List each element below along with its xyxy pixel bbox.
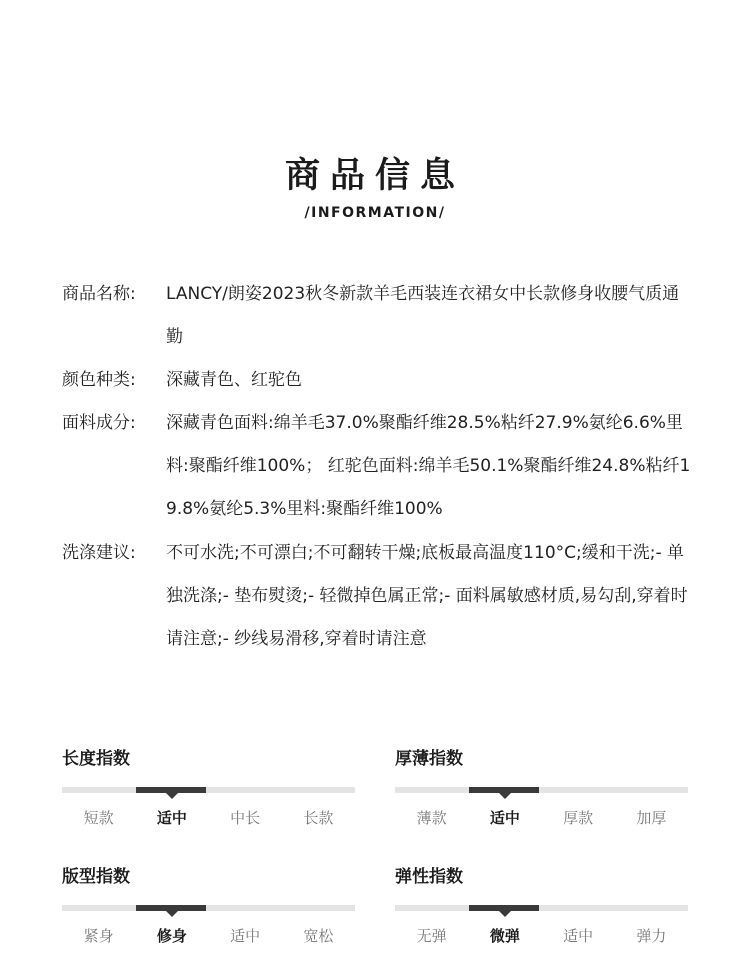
index-option: 无弹 — [416, 927, 447, 945]
index-title: 长度指数 — [62, 749, 130, 769]
index-track — [395, 905, 688, 911]
index-option: 微弹 — [489, 927, 520, 945]
index-option: 长款 — [303, 809, 334, 827]
index-option: 适中 — [563, 927, 594, 945]
index-title: 版型指数 — [62, 867, 130, 887]
info-value: LANCY/朗姿2023秋冬新款羊毛西装连衣裙女中长款修身收腰气质通勤 — [166, 284, 680, 347]
index-track — [62, 787, 355, 793]
index-option: 薄款 — [416, 809, 447, 827]
index-option: 弹力 — [636, 927, 667, 945]
index-title: 厚薄指数 — [395, 749, 463, 769]
index-track — [62, 905, 355, 911]
index-option: 适中 — [156, 809, 187, 827]
info-value: 深藏青色面料:绵羊毛37.0%聚酯纤维28.5%粘纤27.9%氨纶6.6%里料:聚酯纤维100%； 红驼色面料:绵羊毛50.1%聚酯纤维24.8%粘纤19.8%氨纶5.3%里料:聚酯纤维100% — [166, 413, 691, 519]
page-subtitle: /INFORMATION/ — [304, 205, 446, 221]
info-label: 商品名称: — [62, 284, 136, 304]
info-label: 洗涤建议: — [62, 543, 136, 563]
info-value: 深藏青色、红驼色 — [166, 370, 302, 390]
index-option: 宽松 — [303, 927, 334, 945]
index-option: 加厚 — [636, 809, 667, 827]
index-pointer-icon — [499, 793, 511, 799]
index-options — [62, 807, 355, 829]
index-options — [395, 925, 688, 947]
index-option: 适中 — [489, 809, 520, 827]
index-option: 适中 — [230, 927, 261, 945]
info-label: 面料成分: — [62, 413, 136, 433]
index-option: 紧身 — [83, 927, 114, 945]
index-pointer-icon — [166, 911, 178, 917]
index-options — [62, 925, 355, 947]
index-title: 弹性指数 — [395, 867, 463, 887]
index-option: 短款 — [83, 809, 114, 827]
info-value: 不可水洗;不可漂白;不可翻转干燥;底板最高温度110°C;缓和干洗;- 单独洗涤;- 垫布熨烫;- 轻微掉色属正常;- 面料属敏感材质,易勾刮,穿着时请注意;- 纱线易滑移,穿着时请注意 — [166, 543, 688, 649]
index-options — [395, 807, 688, 829]
info-label: 颜色种类: — [62, 370, 136, 390]
index-track — [395, 787, 688, 793]
index-pointer-icon — [499, 911, 511, 917]
page-title: 商品信息 — [284, 156, 465, 196]
index-option: 厚款 — [563, 809, 594, 827]
index-pointer-icon — [166, 793, 178, 799]
index-option: 修身 — [156, 927, 187, 945]
index-option: 中长 — [230, 809, 261, 827]
